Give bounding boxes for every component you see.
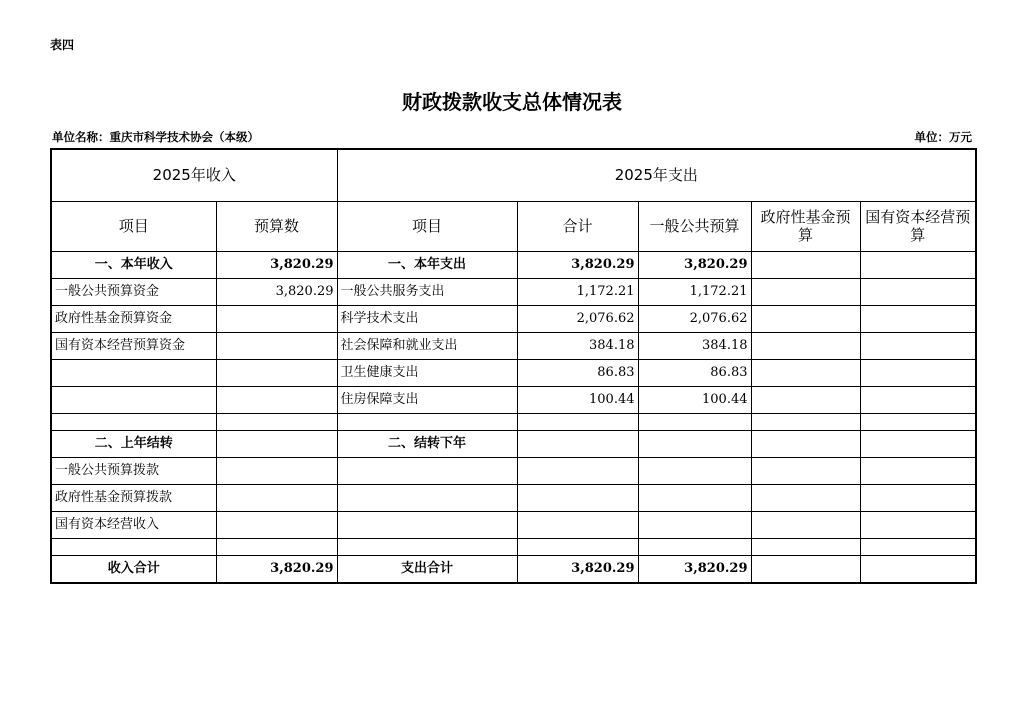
state-capital-cell [860, 333, 976, 360]
expense-total-cell [517, 512, 638, 539]
col-total: 合计 [517, 202, 638, 252]
table-row [51, 556, 976, 584]
income-header: 2025年收入 [51, 149, 337, 202]
expense-total-cell [517, 431, 638, 458]
col-gov-fund-budget: 政府性基金预算 [751, 202, 860, 252]
table-row [51, 360, 976, 387]
general-budget-cell [638, 539, 751, 556]
gov-fund-cell [751, 485, 860, 512]
income-amount-cell: 3,820.29 [216, 279, 337, 306]
income-item-cell [51, 360, 216, 387]
general-budget-cell: 100.44 [638, 387, 751, 414]
table-row [51, 414, 976, 431]
expense-total-cell [517, 458, 638, 485]
general-budget-cell [638, 485, 751, 512]
income-item-cell: 一般公共预算资金 [51, 279, 216, 306]
expense-item-cell: 卫生健康支出 [337, 360, 517, 387]
expense-item-cell: 住房保障支出 [337, 387, 517, 414]
table-row [51, 431, 976, 458]
general-budget-cell: 384.18 [638, 333, 751, 360]
table-row [51, 252, 976, 279]
state-capital-cell [860, 539, 976, 556]
general-budget-cell [638, 414, 751, 431]
income-amount-cell [216, 333, 337, 360]
general-budget-cell: 86.83 [638, 360, 751, 387]
income-amount-cell: 3,820.29 [216, 252, 337, 279]
gov-fund-cell [751, 556, 860, 584]
general-budget-cell: 2,076.62 [638, 306, 751, 333]
income-amount-cell [216, 431, 337, 458]
income-item-cell [51, 387, 216, 414]
budget-table [50, 148, 977, 584]
income-amount-cell [216, 539, 337, 556]
expense-header: 2025年支出 [337, 149, 976, 202]
state-capital-cell [860, 512, 976, 539]
expense-item-cell: 一般公共服务支出 [337, 279, 517, 306]
state-capital-cell [860, 414, 976, 431]
expense-total-cell: 2,076.62 [517, 306, 638, 333]
col-state-capital-budget: 国有资本经营预算 [860, 202, 976, 252]
income-item-cell [51, 414, 216, 431]
state-capital-cell [860, 556, 976, 584]
expense-total-cell: 384.18 [517, 333, 638, 360]
table-row [51, 512, 976, 539]
expense-total-cell: 3,820.29 [517, 556, 638, 584]
table-row [51, 333, 976, 360]
income-amount-cell [216, 512, 337, 539]
gov-fund-cell [751, 306, 860, 333]
general-budget-cell [638, 458, 751, 485]
expense-item-cell: 科学技术支出 [337, 306, 517, 333]
income-item-cell: 二、上年结转 [51, 431, 216, 458]
expense-item-cell: 社会保障和就业支出 [337, 333, 517, 360]
expense-total-cell: 86.83 [517, 360, 638, 387]
general-budget-cell [638, 431, 751, 458]
col-income-item: 项目 [51, 202, 216, 252]
state-capital-cell [860, 458, 976, 485]
expense-total-cell: 1,172.21 [517, 279, 638, 306]
state-capital-cell [860, 485, 976, 512]
state-capital-cell [860, 360, 976, 387]
expense-item-cell [337, 414, 517, 431]
expense-total-cell [517, 414, 638, 431]
expense-item-cell: 一、本年支出 [337, 252, 517, 279]
expense-item-cell [337, 485, 517, 512]
expense-total-cell: 3,820.29 [517, 252, 638, 279]
table-row [51, 458, 976, 485]
table-number: 表四 [50, 38, 75, 52]
state-capital-cell [860, 306, 976, 333]
table-row [51, 279, 976, 306]
gov-fund-cell [751, 512, 860, 539]
income-amount-cell [216, 458, 337, 485]
gov-fund-cell [751, 414, 860, 431]
income-item-cell [51, 539, 216, 556]
income-item-cell: 一、本年收入 [51, 252, 216, 279]
expense-total-cell [517, 485, 638, 512]
income-amount-cell: 3,820.29 [216, 556, 337, 584]
gov-fund-cell [751, 539, 860, 556]
gov-fund-cell [751, 279, 860, 306]
income-item-cell: 收入合计 [51, 556, 216, 584]
col-general-budget: 一般公共预算 [638, 202, 751, 252]
expense-total-cell [517, 539, 638, 556]
income-item-cell: 政府性基金预算资金 [51, 306, 216, 333]
income-amount-cell [216, 306, 337, 333]
expense-item-cell [337, 539, 517, 556]
unit-name: 单位名称：重庆市科学技术协会（本级） [52, 130, 259, 144]
table-row [51, 539, 976, 556]
gov-fund-cell [751, 458, 860, 485]
income-item-cell: 一般公共预算拨款 [51, 458, 216, 485]
page-title: 财政拨款收支总体情况表 [402, 90, 622, 114]
income-amount-cell [216, 360, 337, 387]
state-capital-cell [860, 252, 976, 279]
general-budget-cell: 3,820.29 [638, 556, 751, 584]
table-row [51, 387, 976, 414]
income-item-cell: 政府性基金预算拨款 [51, 485, 216, 512]
income-amount-cell [216, 485, 337, 512]
col-expense-item: 项目 [337, 202, 517, 252]
table-body [51, 252, 976, 584]
currency-unit: 单位：万元 [914, 130, 972, 144]
gov-fund-cell [751, 333, 860, 360]
col-budget: 预算数 [216, 202, 337, 252]
income-amount-cell [216, 387, 337, 414]
expense-item-cell: 支出合计 [337, 556, 517, 584]
expense-item-cell [337, 512, 517, 539]
table-row [51, 306, 976, 333]
expense-item-cell [337, 458, 517, 485]
gov-fund-cell [751, 252, 860, 279]
state-capital-cell [860, 431, 976, 458]
gov-fund-cell [751, 387, 860, 414]
expense-total-cell: 100.44 [517, 387, 638, 414]
general-budget-cell: 1,172.21 [638, 279, 751, 306]
general-budget-cell [638, 512, 751, 539]
income-item-cell: 国有资本经营收入 [51, 512, 216, 539]
gov-fund-cell [751, 360, 860, 387]
expense-item-cell: 二、结转下年 [337, 431, 517, 458]
general-budget-cell: 3,820.29 [638, 252, 751, 279]
state-capital-cell [860, 279, 976, 306]
table-row [51, 485, 976, 512]
gov-fund-cell [751, 431, 860, 458]
state-capital-cell [860, 387, 976, 414]
income-amount-cell [216, 414, 337, 431]
income-item-cell: 国有资本经营预算资金 [51, 333, 216, 360]
